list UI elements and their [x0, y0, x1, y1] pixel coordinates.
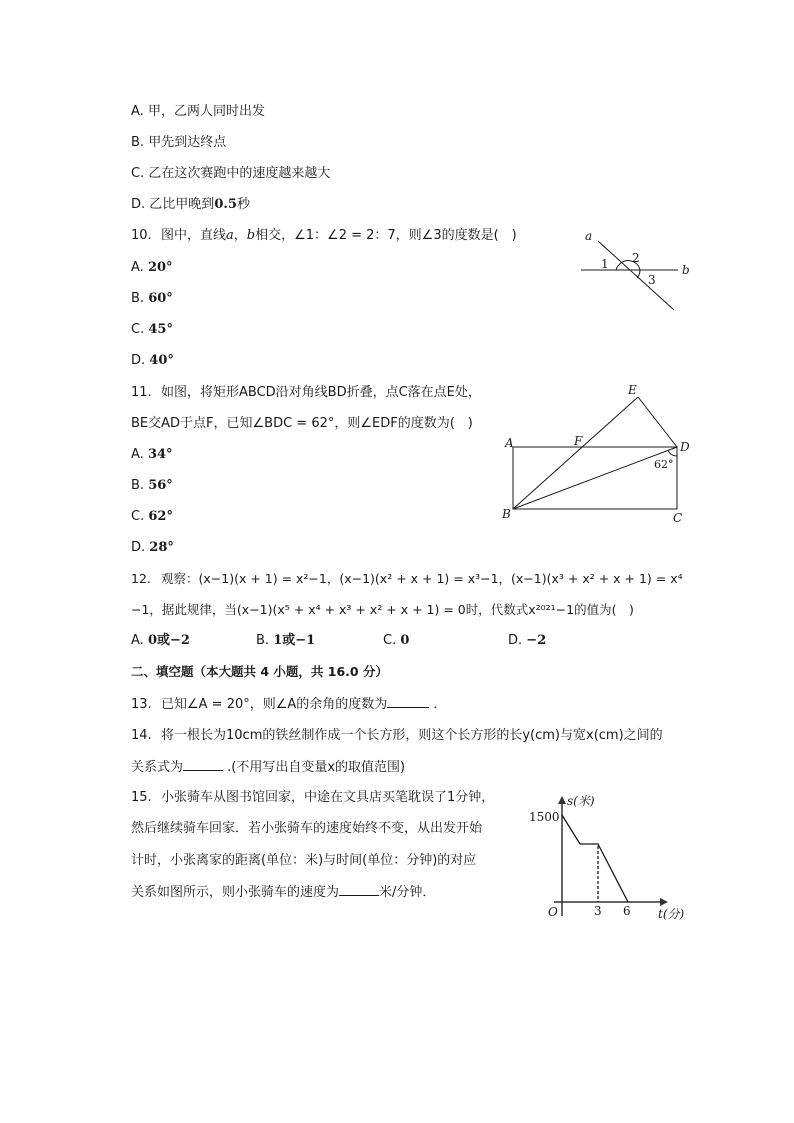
- option-label: A.: [131, 633, 144, 648]
- origin-label: O: [548, 905, 558, 919]
- option-value: 0.5: [214, 197, 237, 212]
- point-b-label: B: [502, 507, 511, 521]
- point-e-label: E: [628, 383, 637, 397]
- option-label: C.: [131, 166, 145, 181]
- question-text: 图中，直线: [161, 228, 227, 243]
- option-text: 甲，乙两人同时出发: [147, 104, 265, 119]
- math-var: a: [226, 228, 234, 243]
- angle-2-label: 2: [632, 251, 640, 265]
- question-text: 然后继续骑车回家．若小张骑车的速度始终不变，从出发开始: [131, 821, 483, 836]
- question-text: −1，据此规律，当(x−1)(x⁵ + x⁴ + x³ + x² + x + 1) = 0时，代数式x²⁰²¹−1的值为( ): [131, 602, 634, 617]
- option-value: 40°: [149, 353, 174, 368]
- question-number: 14.: [131, 728, 152, 743]
- question-number: 13.: [131, 697, 152, 712]
- option-label: D.: [508, 633, 523, 648]
- option-text: 乙在这次赛跑中的速度越来越大: [148, 166, 331, 181]
- option-value: −2: [526, 633, 547, 648]
- question-text: .(不用写出自变量x的取值范围): [223, 760, 406, 775]
- angle-3-label: 3: [648, 273, 656, 287]
- option-label: B.: [131, 478, 145, 493]
- option-value: 1或−1: [273, 633, 316, 648]
- line-b-label: b: [682, 263, 690, 277]
- question-number: 10.: [131, 228, 152, 243]
- option-label: D.: [131, 540, 146, 555]
- x-axis-label: t(分): [658, 907, 685, 921]
- option-unit: 秒: [236, 197, 250, 212]
- question-text: 米/分钟．: [379, 885, 436, 900]
- y-tick-1500: 1500: [529, 810, 560, 824]
- y-axis-label: s(米): [567, 794, 595, 808]
- option-value: 0: [400, 633, 410, 648]
- question-text: 小张骑车从图书馆回家，中途在文具店买笔耽误了1分钟，: [161, 790, 495, 805]
- question-text: ，: [233, 228, 247, 243]
- angle-62-label: 62°: [654, 458, 674, 471]
- option-value: 0或−2: [147, 633, 190, 648]
- option-value: 62°: [148, 509, 173, 524]
- option-value: 28°: [149, 540, 174, 555]
- question-text: ．: [429, 697, 447, 712]
- option-value: 34°: [147, 447, 173, 462]
- x-tick-3: 3: [594, 904, 602, 918]
- question-text: 将一根长为10cm的铁丝制作成一个长方形，则这个长方形的长y(cm)与宽x(cm)之间的: [161, 728, 663, 743]
- angle-1-label: 1: [601, 257, 609, 271]
- question-text: 已知∠A = 20°，则∠A的余角的度数为: [161, 697, 388, 712]
- option-label: D.: [131, 197, 146, 212]
- x-tick-6: 6: [623, 904, 631, 918]
- point-c-label: C: [673, 511, 683, 525]
- option-label: A.: [131, 447, 144, 462]
- option-value: 60°: [148, 291, 173, 306]
- line-a-label: a: [585, 229, 593, 243]
- option-label: B.: [131, 291, 145, 306]
- point-d-label: D: [680, 440, 690, 454]
- math-var: b: [246, 228, 256, 243]
- question-text: 关系式为: [131, 760, 184, 775]
- option-value: 45°: [148, 322, 173, 337]
- option-value: 56°: [148, 478, 173, 493]
- option-label: A.: [131, 260, 144, 275]
- question-text: 如图，将矩形ABCD沿对角线BD折叠，点C落在点E处，: [161, 385, 481, 400]
- question-text: 关系如图所示，则小张骑车的速度为: [131, 885, 340, 900]
- option-label: D.: [131, 353, 146, 368]
- question-text: 观察：(x−1)(x + 1) = x²−1，(x−1)(x² + x + 1) = x³−1，(x−1)(x³ + x² + x + 1) = x⁴: [161, 571, 683, 586]
- option-label: C.: [131, 509, 145, 524]
- question-text: 计时，小张离家的距离(单位：米)与时间(单位：分钟)的对应: [131, 853, 477, 868]
- option-label: C.: [383, 633, 397, 648]
- option-text: 乙比甲晚到: [149, 197, 215, 212]
- question-number: 11.: [131, 385, 152, 400]
- option-label: B.: [131, 135, 145, 150]
- option-label: B.: [256, 633, 270, 648]
- option-label: A.: [131, 104, 144, 119]
- question-number: 15.: [131, 790, 152, 805]
- point-a-label: A: [505, 436, 514, 450]
- point-f-label: F: [574, 434, 583, 448]
- option-value: 20°: [147, 260, 173, 275]
- section-title: 二、填空题（本大题共 4 小题，共 16.0 分）: [131, 664, 388, 679]
- question-number: 12.: [131, 571, 151, 586]
- question-text: 相交，∠1：∠2 = 2：7，则∠3的度数是( ): [255, 228, 517, 243]
- option-text: 甲先到达终点: [148, 135, 227, 150]
- question-text: BE交AD于点F，已知∠BDC = 62°，则∠EDF的度数为( ): [131, 416, 473, 431]
- option-label: C.: [131, 322, 145, 337]
